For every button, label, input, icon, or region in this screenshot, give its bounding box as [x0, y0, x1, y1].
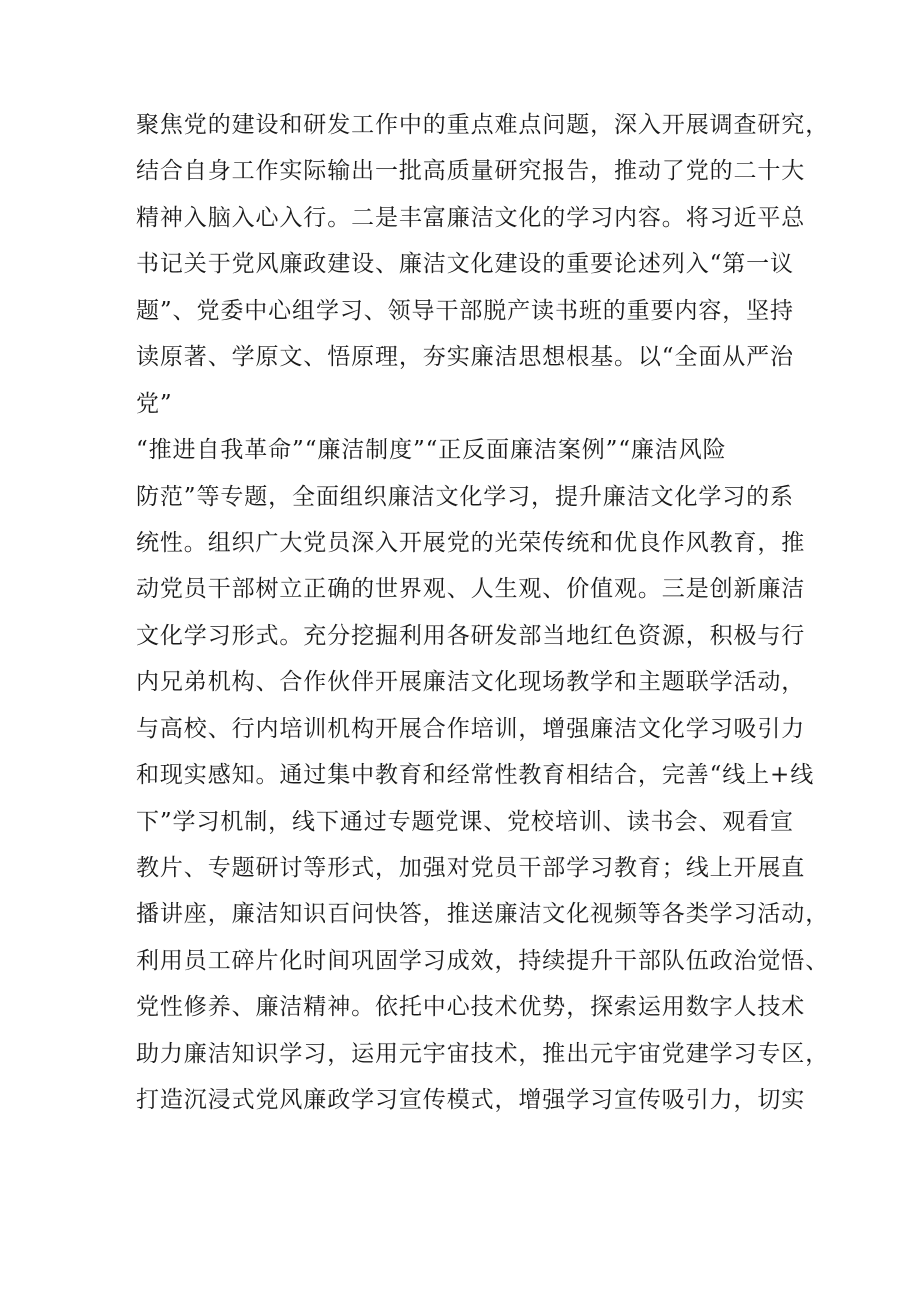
text-line: 播讲座，廉洁知识百问快答，推送廉洁文化视频等各类学习活动， [136, 901, 830, 928]
text-line: 文化学习形式。充分挖掘利用各研发部当地红色资源，积极与行 [136, 622, 806, 649]
text-line: 题”、党委中心组学习、领导干部脱产读书班的重要内容，坚持 [136, 297, 794, 324]
text-line: 教片、专题研讨等形式，加强对党员干部学习教育；线上开展直 [136, 855, 806, 881]
text-line: 聚焦党的建设和研发工作中的重点难点问题，深入开展调查研究， [136, 112, 830, 138]
body-text [136, 102, 830, 1124]
text-line: 助力廉洁知识学习，运用元宇宙技术，推出元宇宙党建学习专区， [136, 1040, 830, 1067]
text-line: 与高校、行内培训机构开展合作培训，增强廉洁文化学习吸引力 [136, 715, 806, 742]
text-line: 统性。组织广大党员深入开展党的光荣传统和优良作风教育，推 [136, 529, 806, 556]
text-line: 防范”等专题，全面组织廉洁文化学习，提升廉洁文化学习的系 [136, 483, 794, 510]
text-line: 书记关于党风廉政建设、廉洁文化建设的重要论述列入“第一议 [136, 251, 794, 278]
text-line: 党” [136, 390, 173, 417]
text-line: 精神入脑入心入行。二是丰富廉洁文化的学习内容。将习近平总 [136, 204, 806, 231]
text-line: 利用员工碎片化时间巩固学习成效，持续提升干部队伍政治觉悟、 [136, 947, 830, 974]
text-line: 党性修养、廉洁精神。依托中心技术优势，探索运用数字人技术 [136, 994, 806, 1021]
text-line: “推进自我革命”“廉洁制度”“正反面廉洁案例”“廉洁风险 [136, 437, 727, 464]
text-line: 打造沉浸式党风廉政学习宣传模式，增强学习宣传吸引力，切实 [136, 1087, 806, 1114]
text-line: 读原著、学原文、悟原理，夯实廉洁思想根基。以“全面从严治 [136, 344, 794, 371]
text-line: 下”学习机制，线下通过专题党课、党校培训、读书会、观看宣 [136, 808, 794, 835]
text-line: 和现实感知。通过集中教育和经常性教育相结合，完善“线上+线 [136, 762, 815, 789]
text-line: 动党员干部树立正确的世界观、人生观、价值观。三是创新廉洁 [136, 576, 806, 603]
text-line: 内兄弟机构、合作伙伴开展廉洁文化现场教学和主题联学活动， [136, 669, 806, 696]
text-line: 结合自身工作实际输出一批高质量研究报告，推动了党的二十大 [136, 158, 806, 185]
